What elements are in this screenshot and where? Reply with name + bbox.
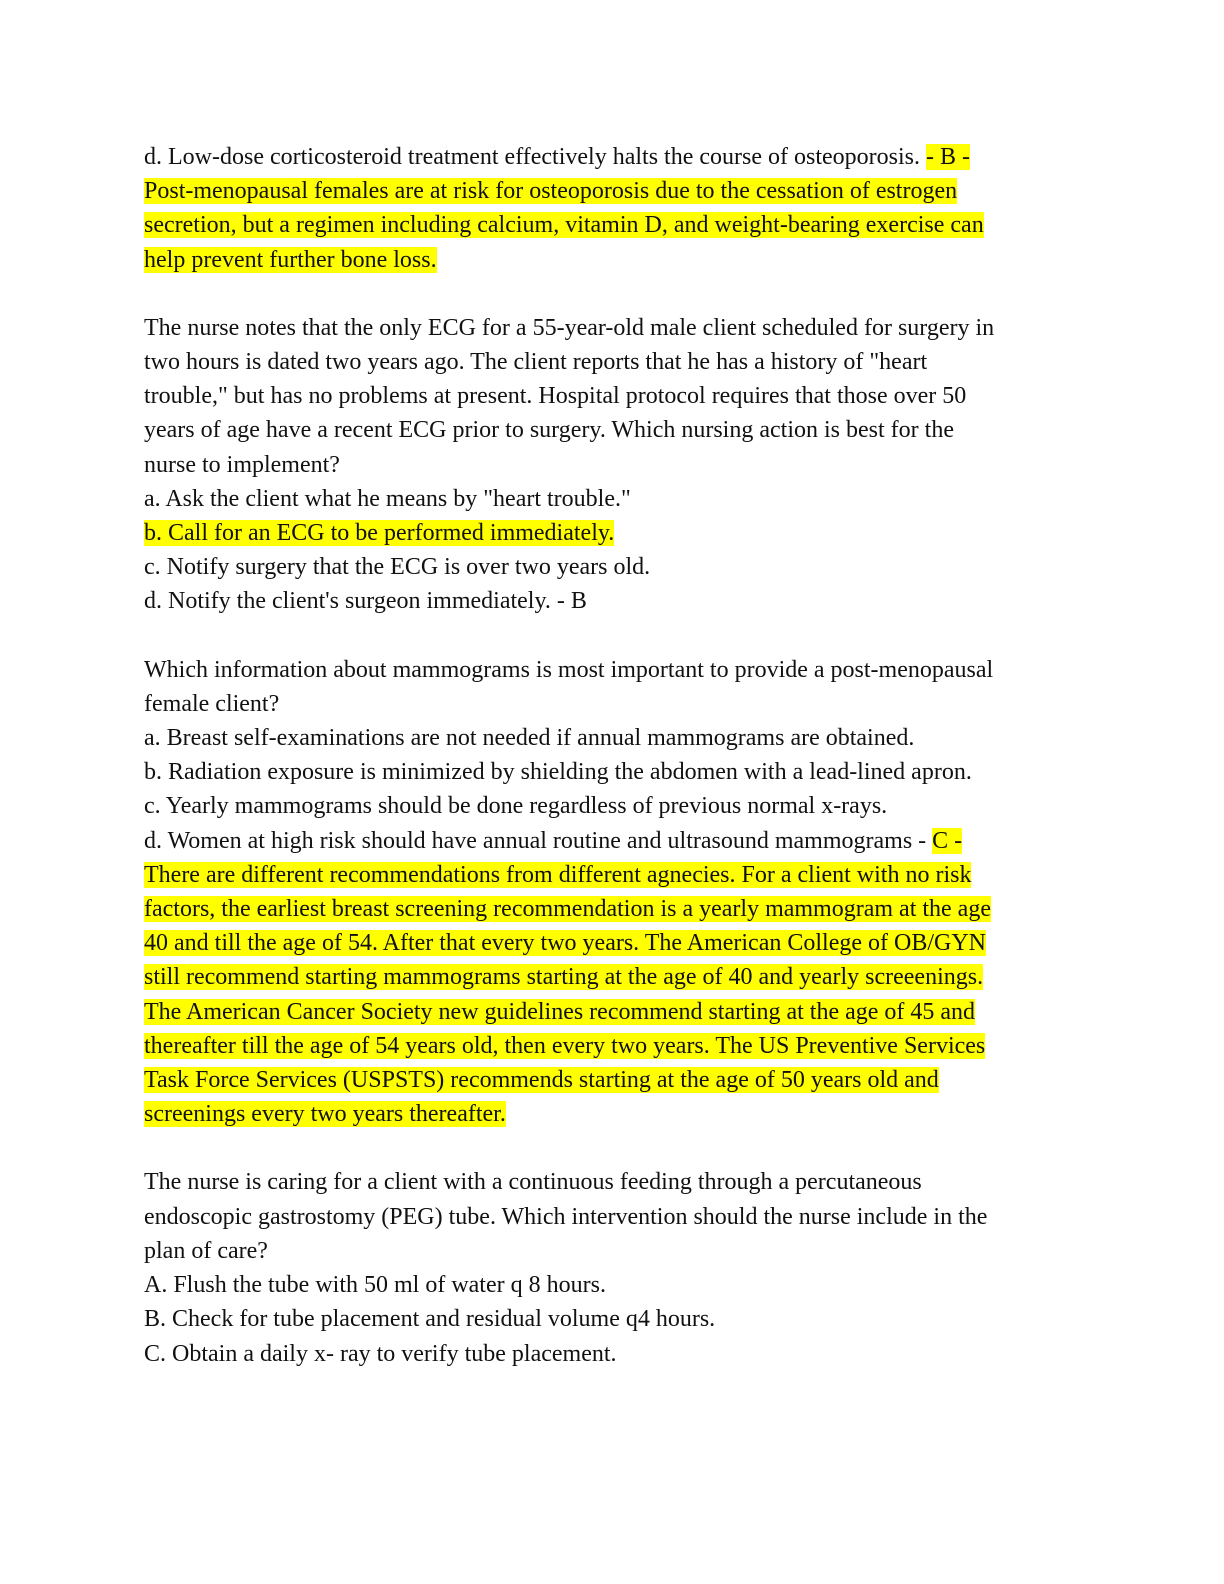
text-segment: d. Women at high risk should have annual routine and ultrasound mammograms - [144, 827, 933, 854]
text-segment: The nurse is caring for a client with a continuous feeding through a percutaneous [144, 1169, 922, 1196]
highlighted-text: screenings every two years thereafter. [144, 1101, 506, 1128]
text-segment: a. Ask the client what he means by "heart trouble." [144, 485, 631, 512]
text-line [144, 1234, 1084, 1268]
question-block [144, 653, 1084, 1132]
text-line [144, 1165, 1084, 1199]
question-block [144, 140, 1084, 277]
text-line [144, 1097, 1084, 1131]
text-line [144, 926, 1084, 960]
text-segment: b. Radiation exposure is minimized by shielding the abdomen with a lead-lined apron. [144, 759, 972, 786]
question-block [144, 311, 1084, 619]
text-segment: c. Notify surgery that the ECG is over two years old. [144, 554, 651, 581]
text-line [144, 413, 1084, 447]
text-line [144, 755, 1084, 789]
text-line [144, 789, 1084, 823]
text-line [144, 243, 1084, 277]
text-line [144, 379, 1084, 413]
text-segment: nurse to implement? [144, 451, 340, 478]
text-line [144, 1302, 1084, 1336]
highlighted-text: 40 and till the age of 54. After that every two years. The American College of OB/GYN [144, 930, 986, 957]
text-line [144, 1337, 1084, 1371]
text-segment: d. Low-dose corticosteroid treatment effectively halts the course of osteoporosis. [144, 144, 926, 170]
text-segment: a. Breast self-examinations are not needed if annual mammograms are obtained. [144, 725, 915, 752]
text-segment: B. Check for tube placement and residual volume q4 hours. [144, 1306, 716, 1333]
highlighted-text: - B - [926, 144, 970, 170]
text-segment: A. Flush the tube with 50 ml of water q 8 hours. [144, 1272, 606, 1299]
highlighted-text: Task Force Services (USPSTS) recommends starting at the age of 50 years old and [144, 1067, 939, 1094]
text-line [144, 1200, 1084, 1234]
text-line [144, 550, 1084, 584]
text-line [144, 995, 1084, 1029]
text-line [144, 311, 1084, 345]
text-line [144, 721, 1084, 755]
text-line [144, 858, 1084, 892]
text-line [144, 687, 1084, 721]
text-line [144, 824, 1084, 858]
highlighted-text: factors, the earliest breast screening recommendation is a yearly mammogram at the age [144, 896, 991, 923]
document-page [144, 140, 1084, 1405]
text-line [144, 584, 1084, 618]
highlighted-text: There are different recommendations from different agnecies. For a client with no risk [144, 861, 972, 888]
text-segment: c. Yearly mammograms should be done regardless of previous normal x-rays. [144, 793, 888, 820]
text-line [144, 1063, 1084, 1097]
text-line [144, 482, 1084, 516]
text-segment: two hours is dated two years ago. The client reports that he has a history of "heart [144, 349, 928, 376]
text-segment: The nurse notes that the only ECG for a 55-year-old male client scheduled for surgery in [144, 314, 995, 341]
text-line [144, 174, 1084, 208]
text-line [144, 140, 1084, 174]
highlighted-text: thereafter till the age of 54 years old, then every two years. The US Preventive Services [144, 1032, 986, 1059]
text-segment: endoscopic gastrostomy (PEG) tube. Which intervention should the nurse include in the [144, 1203, 988, 1230]
highlighted-text: Post-menopausal females are at risk for osteoporosis due to the cessation of estrogen [144, 178, 958, 205]
text-line [144, 208, 1084, 242]
text-segment: C. Obtain a daily x- ray to verify tube placement. [144, 1340, 617, 1367]
highlighted-text: The American Cancer Society new guidelines recommend starting at the age of 45 and [144, 998, 976, 1025]
question-block [144, 1165, 1084, 1370]
text-segment: trouble," but has no problems at present. Hospital protocol requires that those over 50 [144, 383, 967, 410]
text-segment: d. Notify the client's surgeon immediately. - B [144, 588, 587, 615]
text-segment: female client? [144, 690, 280, 717]
text-line [144, 892, 1084, 926]
text-line [144, 345, 1084, 379]
highlighted-text: b. Call for an ECG to be performed immediately. [144, 520, 615, 547]
text-line [144, 1268, 1084, 1302]
highlighted-text: help prevent further bone loss. [144, 246, 437, 273]
text-segment: plan of care? [144, 1237, 268, 1264]
text-line [144, 516, 1084, 550]
text-line [144, 960, 1084, 994]
text-segment: years of age have a recent ECG prior to surgery. Which nursing action is best for the [144, 417, 954, 444]
highlighted-text: secretion, but a regimen including calcium, vitamin D, and weight-bearing exercise can [144, 212, 984, 239]
text-line [144, 1029, 1084, 1063]
text-segment: Which information about mammograms is most important to provide a post-menopausal [144, 656, 994, 683]
text-line [144, 653, 1084, 687]
text-line [144, 448, 1084, 482]
highlighted-text: still recommend starting mammograms starting at the age of 40 and yearly screeenings. [144, 964, 984, 991]
highlighted-text: C - [932, 827, 963, 854]
